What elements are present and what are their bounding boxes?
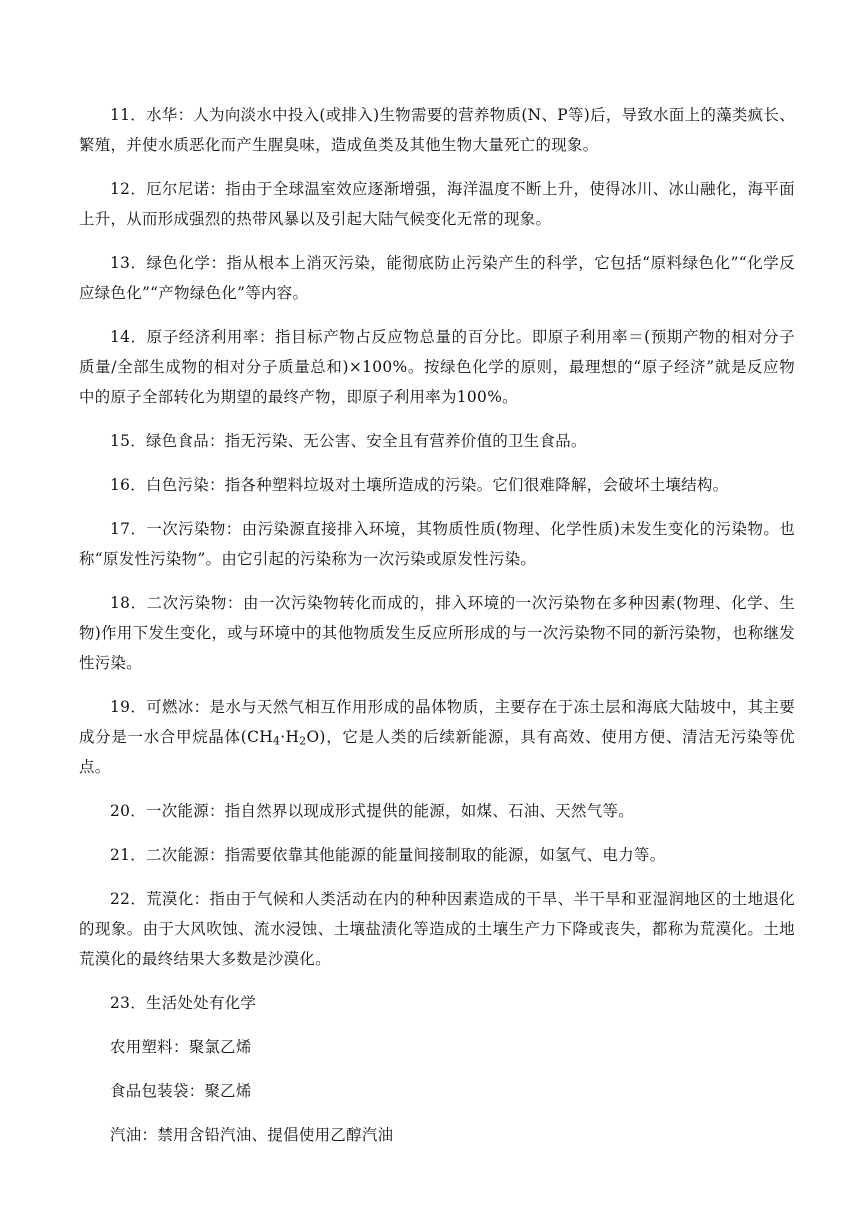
paragraph-11: 11．水华：人为向淡水中投入(或排入)生物需要的营养物质(N、P等)后，导致水面上的藻类疯长、繁殖，并使水质恶化而产生腥臭味，造成鱼类及其他生物大量死亡的现象。 <box>79 106 795 154</box>
paragraph-16: 16．白色污染：指各种塑料垃圾对土壤所造成的污染。它们很难降解，会破坏土壤结构。 <box>110 476 729 494</box>
paragraph-21: 21．二次能源：指需要依靠其他能源的能量间接制取的能源，如氢气、电力等。 <box>110 846 666 864</box>
paragraph-23-heading: 23．生活处处有化学 <box>110 994 257 1012</box>
subscript-4: 4 <box>273 734 281 748</box>
paragraph-20: 20．一次能源：指自然界以现成形式提供的能源，如煤、石油、天然气等。 <box>110 802 634 820</box>
paragraph-19 <box>79 692 795 782</box>
paragraph-22: 22．荒漠化：指由于气候和人类活动在内的种种因素造成的干旱、半干旱和亚湿润地区的土地退化的现象。由于大风吹蚀、流水浸蚀、土壤盐渍化等造成的土壤生产力下降或丧失，都称为荒漠化。土地荒漠化的最终结果大多数是沙漠化。 <box>79 890 795 968</box>
paragraph-12: 12．厄尔尼诺：指由于全球温室效应逐渐增强，海洋温度不断上升，使得冰川、冰山融化，海平面上升，从而形成强烈的热带风暴以及引起大陆气候变化无常的现象。 <box>79 180 795 228</box>
paragraph-17: 17．一次污染物：由污染源直接排入环境，其物质性质(物理、化学性质)未发生变化的污染物。也称“原发性污染物”。由它引起的污染称为一次污染或原发性污染。 <box>79 520 795 568</box>
subscript-2: 2 <box>299 734 307 748</box>
document-body <box>79 100 795 1164</box>
paragraph-15: 15．绿色食品：指无污染、无公害、安全且有营养价值的卫生食品。 <box>110 432 587 450</box>
paragraph-13: 13．绿色化学：指从根本上消灭污染，能彻底防止污染产生的科学，它包括“原料绿色化”“化学反应绿色化”“产物绿色化”等内容。 <box>79 254 795 302</box>
paragraph-23-item-gasoline: 汽油：禁用含铅汽油、提倡使用乙醇汽油 <box>110 1126 394 1144</box>
paragraph-23-item-agri-plastic: 农用塑料：聚氯乙烯 <box>110 1038 252 1056</box>
paragraph-14: 14．原子经济利用率：指目标产物占反应物总量的百分比。即原子利用率＝(预期产物的相对分子质量/全部生成物的相对分子质量总和)×100%。按绿色化学的原则，最理想的“原子经济”就是反应物中的原子全部转化为期望的最终产物，即原子利用率为100%。 <box>79 328 795 406</box>
paragraph-19-part-2: ·H <box>280 728 300 746</box>
paragraph-19-part-1: 19．可燃冰：是水与天然气相互作用形成的晶体物质，主要存在于冻土层和海底大陆坡中，其主要成分是一水合甲烷晶体(CH <box>79 698 795 746</box>
paragraph-19-part-3: O)，它是人类的后续新能源，具有高效、使用方便、清洁无污染等优点。 <box>79 728 795 776</box>
paragraph-18: 18．二次污染物：由一次污染物转化而成的，排入环境的一次污染物在多种因素(物理、化学、生物)作用下发生变化，或与环境中的其他物质发生反应所形成的与一次污染物不同的新污染物，也称继发性污染。 <box>79 594 795 672</box>
paragraph-23-item-food-bag: 食品包装袋：聚乙烯 <box>110 1082 252 1100</box>
